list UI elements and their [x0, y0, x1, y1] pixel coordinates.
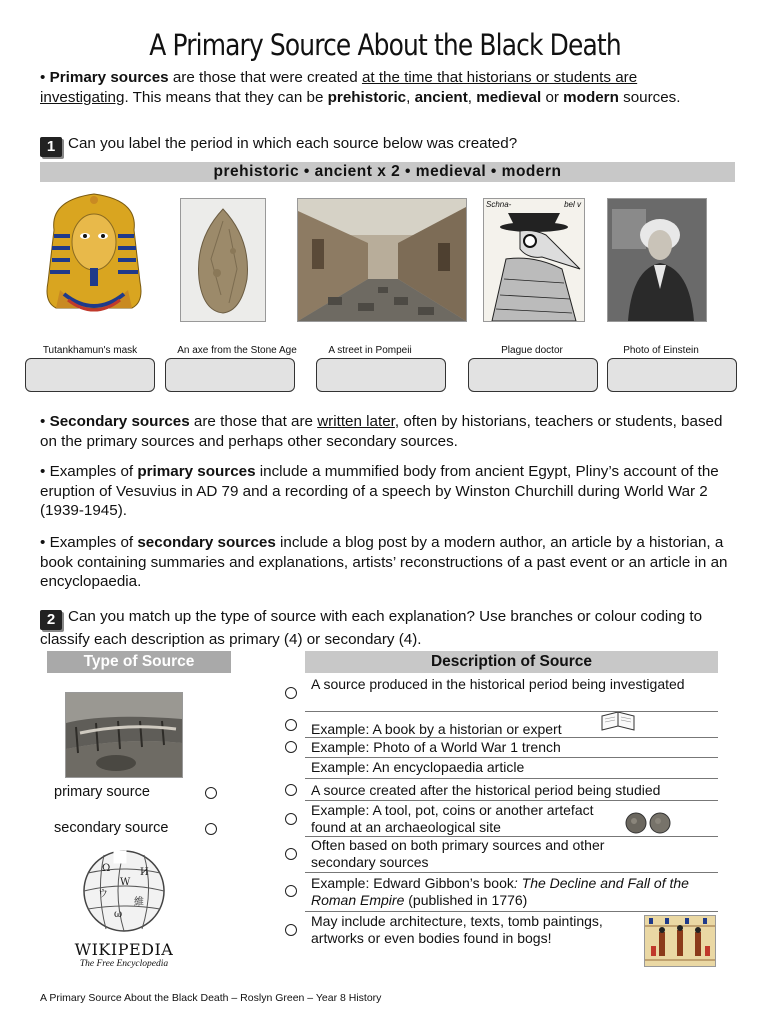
stone-age-axe-image: [180, 198, 266, 322]
description-7: Often based on both primary sources and other secondary sources: [311, 837, 605, 870]
puzzle-glyph-small-omega: ω: [114, 909, 123, 920]
match-circle-desc-6[interactable]: [285, 813, 297, 825]
term-secondary-sources: Secondary sources: [49, 413, 190, 430]
puzzle-glyph-han: 維: [134, 897, 144, 908]
tomb-painting-image: [644, 915, 716, 967]
caption-tutankhamun: Tutankhamun's mask: [42, 345, 138, 356]
description-5: A source created after the historical period being studied: [311, 782, 661, 798]
primary-sources-examples: • Examples of primary sources include a mummified body from ancient Egypt, Pliny’s account of the eruption of Vesuvius in AD 79 and a recording of a speech by Winston Churchill during World War 2 (1939-1945).: [40, 463, 719, 519]
wikipedia-logo: [68, 845, 180, 967]
puzzle-glyph-omega: Ω: [102, 863, 111, 874]
question-number-2: 2: [40, 610, 62, 630]
puzzle-glyph-w: W: [120, 877, 131, 888]
match-circle-desc-9[interactable]: [285, 924, 297, 936]
description-of-source-header: Description of Source: [305, 651, 718, 673]
description-2: Example: A book by a historian or expert: [311, 721, 562, 737]
row-divider: [305, 778, 718, 779]
row-divider: [305, 872, 718, 873]
caption-stone-age-axe: An axe from the Stone Age: [177, 345, 297, 356]
match-circle-desc-2[interactable]: [285, 719, 297, 731]
description-gibbon: Example: Edward Gibbon’s book: The Decline and Fall of the Roman Empire (published in 1776): [311, 875, 689, 908]
wikipedia-wordmark: WIKIPEDIA: [74, 940, 174, 959]
plague-inscription-right: bel v: [564, 200, 581, 209]
open-book-icon: [600, 712, 636, 734]
question-2: 2 Can you match up the type of source with each explanation? Use branches or colour coding to classify each description as primary (4) or secondary (4).: [40, 608, 703, 648]
primary-sources-definition: • Primary sources are those that were created at the time that historians or students are investigating. This means that they can be prehistoric, ancient, medieval or modern sources.: [40, 69, 681, 106]
description-8: May include architecture, texts, tomb paintings, artworks or even bodies found in bogs!: [311, 913, 603, 946]
puzzle-glyph-cyrillic: И: [140, 867, 149, 878]
ancient-coins-image: [624, 811, 674, 835]
description-3: Example: Photo of a World War 1 trench: [311, 739, 561, 755]
bullet: •: [40, 69, 46, 86]
match-circle-desc-1[interactable]: [285, 687, 297, 699]
type-primary-source: primary source: [54, 784, 150, 800]
page-footer: A Primary Source About the Black Death – Roslyn Green – Year 8 History: [40, 992, 382, 1004]
pompeii-street-image: [297, 198, 467, 322]
match-circle-primary[interactable]: [205, 787, 217, 799]
plague-inscription-left: Schna-: [486, 200, 512, 209]
caption-plague-doctor: Plague doctor: [501, 345, 563, 356]
einstein-photo-image: [607, 198, 707, 322]
wikipedia-globe-icon: [68, 845, 180, 937]
row-divider: [305, 911, 718, 912]
puzzle-glyph-katakana: ウ: [98, 889, 108, 900]
plague-doctor-image: [483, 198, 585, 322]
question-1: 1 Can you label the period in which each source below was created?: [40, 134, 730, 157]
term-primary-sources: Primary sources: [49, 69, 169, 86]
type-of-source-header: Type of Source: [47, 651, 231, 673]
question-number-1: 1: [40, 137, 62, 157]
answer-box-plague-doctor[interactable]: [468, 358, 598, 392]
answer-box-einstein[interactable]: [607, 358, 737, 392]
match-circle-desc-8[interactable]: [285, 885, 297, 897]
description-6: Example: A tool, pot, coins or another artefact found at an archaeological site: [311, 802, 594, 835]
answer-box-tutankhamun[interactable]: [25, 358, 155, 392]
secondary-sources-definition: • Secondary sources are those that are written later, often by historians, teachers or students, based on the primary sources and perhaps other secondary sources.: [40, 413, 723, 450]
caption-einstein: Photo of Einstein: [623, 345, 699, 356]
row-divider: [305, 800, 718, 801]
row-divider: [305, 737, 718, 738]
trench-photo-image: [65, 692, 183, 778]
tutankhamun-mask-image: [40, 190, 148, 322]
row-divider: [305, 711, 718, 712]
row-divider: [305, 757, 718, 758]
type-secondary-source: secondary source: [54, 820, 169, 836]
match-circle-desc-5[interactable]: [285, 784, 297, 796]
match-circle-desc-7[interactable]: [285, 848, 297, 860]
match-circle-desc-3[interactable]: [285, 741, 297, 753]
period-options-bar: prehistoric • ancient x 2 • medieval • modern: [40, 162, 735, 182]
answer-box-stone-age-axe[interactable]: [165, 358, 295, 392]
match-circle-secondary[interactable]: [205, 823, 217, 835]
caption-pompeii: A street in Pompeii: [328, 345, 412, 356]
secondary-sources-examples: • Examples of secondary sources include a blog post by a modern author, an article by a historian, a book containing summaries and explanations, artists’ reconstructions of a past event or an article in an encyclopaedia.: [40, 534, 728, 590]
description-1: A source produced in the historical period being investigated: [311, 676, 685, 692]
wikipedia-tagline: The Free Encyclopedia: [79, 959, 169, 969]
description-4: Example: An encyclopaedia article: [311, 759, 525, 775]
page-title: A Primary Source About the Black Death: [149, 28, 621, 62]
answer-box-pompeii[interactable]: [316, 358, 446, 392]
